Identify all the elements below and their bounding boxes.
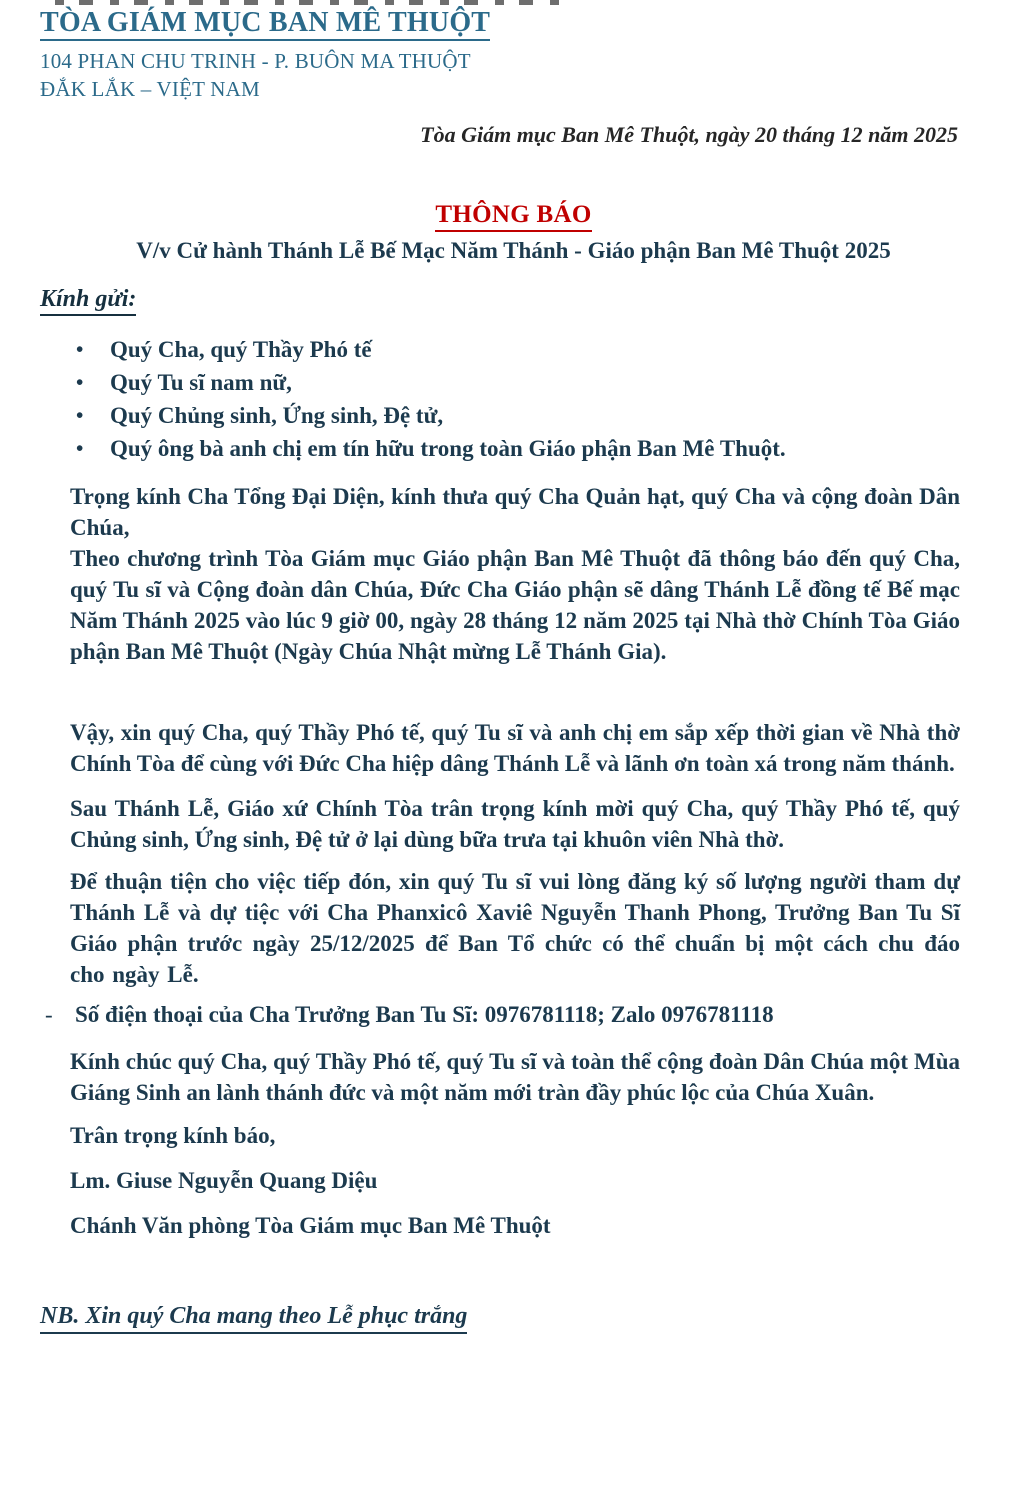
body-paragraph-wishes: Kính chúc quý Cha, quý Thầy Phó tế, quý Tu sĩ và toàn thể cộng đoàn Dân Chúa một Mùa Giáng Sinh an lành thánh đức và một năm mới tràn đầy phúc lộc của Chúa Xuân. — [70, 1049, 960, 1105]
letterhead-address-line2: ĐẮK LẮK – VIỆT NAM — [40, 77, 260, 101]
recipient-item: • Quý Cha, quý Thầy Phó tế — [0, 333, 1027, 366]
body-paragraph-invitation: Vậy, xin quý Cha, quý Thầy Phó tế, quý Tu sĩ và anh chị em sắp xếp thời gian về Nhà thờ Chính Tòa để cùng với Đức Cha hiệp dâng Thánh Lễ và lãnh ơn toàn xá trong năm thánh. — [70, 720, 960, 776]
closing-signer-name: Lm. Giuse Nguyễn Quang Diệu — [70, 1168, 378, 1193]
recipient-item: • Quý Chủng sinh, Ứng sinh, Đệ tử, — [0, 399, 1027, 432]
phone-note-text: Số điện thoại của Cha Trưởng Ban Tu Sĩ: 0976781118; Zalo 0976781118 — [75, 1002, 774, 1027]
recipient-item: • Quý ông bà anh chị em tín hữu trong toàn Giáo phận Ban Mê Thuột. — [0, 432, 1027, 465]
recipient-item: • Quý Tu sĩ nam nữ, — [0, 366, 1027, 399]
letterhead-title: TÒA GIÁM MỤC BAN MÊ THUỘT — [40, 8, 490, 41]
closing-respectfully: Trân trọng kính báo, — [70, 1123, 276, 1148]
recipient-list — [0, 333, 1027, 465]
body-paragraph-registration: Để thuận tiện cho việc tiếp đón, xin quý Tu sĩ vui lòng đăng ký số lượng người tham dự Thánh Lễ và dự tiệc với Cha Phanxicô Xaviê Nguyễn Thanh Phong, Trưởng Ban Tu Sĩ Giáo phận trước ngày 25/12/2025 để Ban Tổ chức có thể chuẩn bị một cách chu đáo cho ngày Lễ. — [70, 869, 960, 987]
phone-note-dash: - — [45, 1002, 53, 1027]
letterhead-address-line1: 104 PHAN CHU TRINH - P. BUÔN MA THUỘT — [40, 49, 471, 73]
phone-note — [45, 999, 960, 1030]
document-title-wrap — [0, 201, 1027, 232]
nota-bene-text: NB. Xin quý Cha mang theo Lễ phục trắng — [40, 1302, 467, 1334]
closing-signer-title: Chánh Văn phòng Tòa Giám mục Ban Mê Thuột — [70, 1213, 551, 1238]
body-paragraph-lunch: Sau Thánh Lễ, Giáo xứ Chính Tòa trân trọng kính mời quý Cha, quý Thầy Phó tế, quý Chủng sinh, Ứng sinh, Đệ tử ở lại dùng bữa trưa tại khuôn viên Nhà thờ. — [70, 796, 960, 852]
page-top-crop-artifact — [55, 0, 560, 5]
place-and-date-line: Tòa Giám mục Ban Mê Thuột, ngày 20 tháng 12 năm 2025 — [420, 122, 958, 147]
document-title: THÔNG BÁO — [435, 201, 591, 232]
letterhead — [40, 8, 1027, 103]
body-paragraph-announcement: Theo chương trình Tòa Giám mục Giáo phận Ban Mê Thuột đã thông báo đến quý Cha, quý Tu sĩ và Cộng đoàn dân Chúa, Đức Cha Giáo phận sẽ dâng Thánh Lễ đồng tế Bế mạc Năm Thánh 2025 vào lúc 9 giờ 00, ngày 28 tháng 12 năm 2025 tại Nhà thờ Chính Tòa Giáo phận Ban Mê Thuột (Ngày Chúa Nhật mừng Lễ Thánh Gia). — [70, 546, 960, 664]
nota-bene-line — [40, 1302, 1027, 1334]
body-paragraph-greeting: Trọng kính Cha Tổng Đại Diện, kính thưa quý Cha Quản hạt, quý Cha và cộng đoàn Dân Chúa, — [70, 484, 960, 540]
document-subject-line: V/v Cử hành Thánh Lễ Bế Mạc Năm Thánh - Giáo phận Ban Mê Thuột 2025 — [136, 238, 891, 263]
salutation-label: Kính gửi: — [40, 285, 136, 316]
salutation — [40, 285, 1027, 316]
